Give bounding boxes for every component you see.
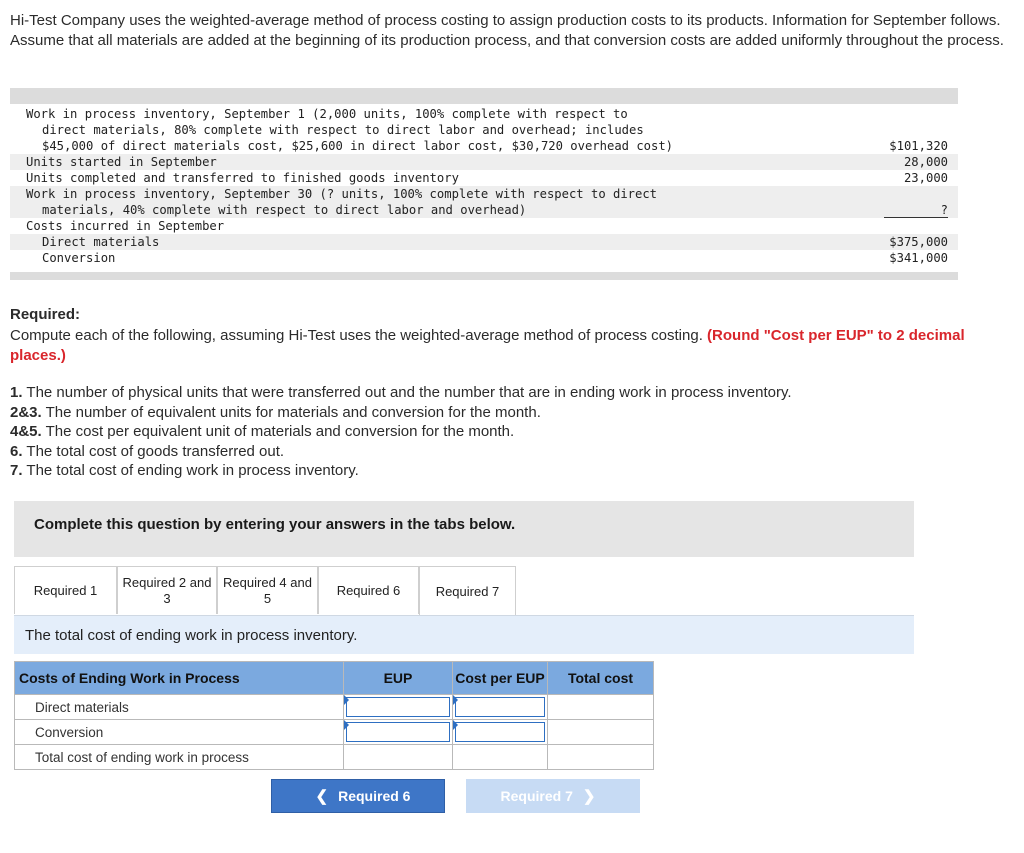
tab-required-6[interactable]: Required 6 bbox=[318, 566, 419, 614]
dm-eup-input[interactable] bbox=[344, 695, 453, 720]
table-row: Work in process inventory, September 30 (? units, 100% complete with respect to direct bbox=[10, 186, 958, 202]
table-row: Units started in September 28,000 bbox=[10, 154, 958, 170]
conv-cost-per-eup-input[interactable] bbox=[453, 720, 548, 745]
header-costs: Costs of Ending Work in Process bbox=[15, 662, 344, 695]
table-row: Units completed and transferred to finished goods inventory 23,000 bbox=[26, 171, 948, 185]
instructions-banner: Complete this question by entering your answers in the tabs below. bbox=[14, 501, 914, 557]
data-table bbox=[10, 88, 958, 280]
rounding-note: (Round "Cost per EUP" to 2 decimal places.) bbox=[10, 327, 965, 364]
table-row: Costs incurred in September bbox=[26, 219, 225, 233]
table-top-bar bbox=[10, 88, 958, 104]
chevron-right-icon: ❯ bbox=[582, 788, 596, 805]
conv-total-cost-cell bbox=[548, 720, 654, 745]
prev-button[interactable]: ❮ Required 6 bbox=[271, 779, 445, 813]
list-item: 6. The total cost of goods transferred out. bbox=[10, 442, 285, 460]
row-total-cost: Total cost of ending work in process bbox=[15, 745, 344, 770]
table-bottom-bar bbox=[10, 272, 958, 280]
header-eup: EUP bbox=[344, 662, 453, 695]
table-row: Conversion $341,000 bbox=[42, 251, 948, 265]
tab-required-2-3[interactable]: Required 2 and 3 bbox=[117, 566, 217, 614]
table-row: direct materials, 80% complete with respect to direct labor and overhead; includes bbox=[42, 123, 644, 137]
tab-required-4-5[interactable]: Required 4 and 5 bbox=[217, 566, 318, 614]
chevron-left-icon: ❮ bbox=[315, 788, 329, 805]
header-cost-per-eup: Cost per EUP bbox=[453, 662, 548, 695]
list-item: 2&3. The number of equivalent units for materials and conversion for the month. bbox=[10, 403, 541, 421]
dm-cost-per-eup-input[interactable] bbox=[453, 695, 548, 720]
total-cost-cell bbox=[548, 745, 654, 770]
list-item: 4&5. The cost per equivalent unit of materials and conversion for the month. bbox=[10, 423, 515, 440]
tab-prompt: The total cost of ending work in process inventory. bbox=[14, 616, 914, 654]
requirement-list bbox=[10, 383, 792, 481]
answer-table bbox=[14, 661, 654, 770]
table-row: materials, 40% complete with respect to direct labor and overhead) ? bbox=[10, 202, 958, 218]
intro-text: Hi-Test Company uses the weighted-average method of process costing to assign production costs to its products. Information for September follows. Assume that all materials are added at the beginning of its production process, and that conversion costs are added uniformly throughout the process. bbox=[10, 12, 1004, 49]
table-row: Work in process inventory, September 1 (2,000 units, 100% complete with respect to bbox=[26, 107, 628, 121]
required-text: Compute each of the following, assuming Hi-Test uses the weighted-average method of process costing. (Round "Cost per EUP" to 2 decimal places.) bbox=[10, 327, 965, 364]
required-heading: Required: bbox=[10, 306, 81, 323]
row-conversion: Conversion bbox=[15, 720, 344, 745]
tab-required-7[interactable]: Required 7 bbox=[419, 566, 516, 616]
dm-total-cost-cell bbox=[548, 695, 654, 720]
list-item: 1. The number of physical units that were transferred out and the number that are in ending work in process inventory. bbox=[10, 384, 792, 401]
tab-required-1[interactable]: Required 1 bbox=[14, 566, 117, 614]
conv-eup-input[interactable] bbox=[344, 720, 453, 745]
total-cost-per-eup-cell bbox=[453, 745, 548, 770]
total-eup-cell bbox=[344, 745, 453, 770]
list-item: 7. The total cost of ending work in process inventory. bbox=[10, 462, 359, 479]
header-total-cost: Total cost bbox=[548, 662, 654, 695]
row-direct-materials: Direct materials bbox=[15, 695, 344, 720]
table-row: $45,000 of direct materials cost, $25,600 in direct labor cost, $30,720 overhead cost) $101,320 bbox=[42, 139, 948, 153]
table-row: Direct materials $375,000 bbox=[10, 234, 958, 250]
next-button[interactable]: Required 7 ❯ bbox=[466, 779, 640, 813]
